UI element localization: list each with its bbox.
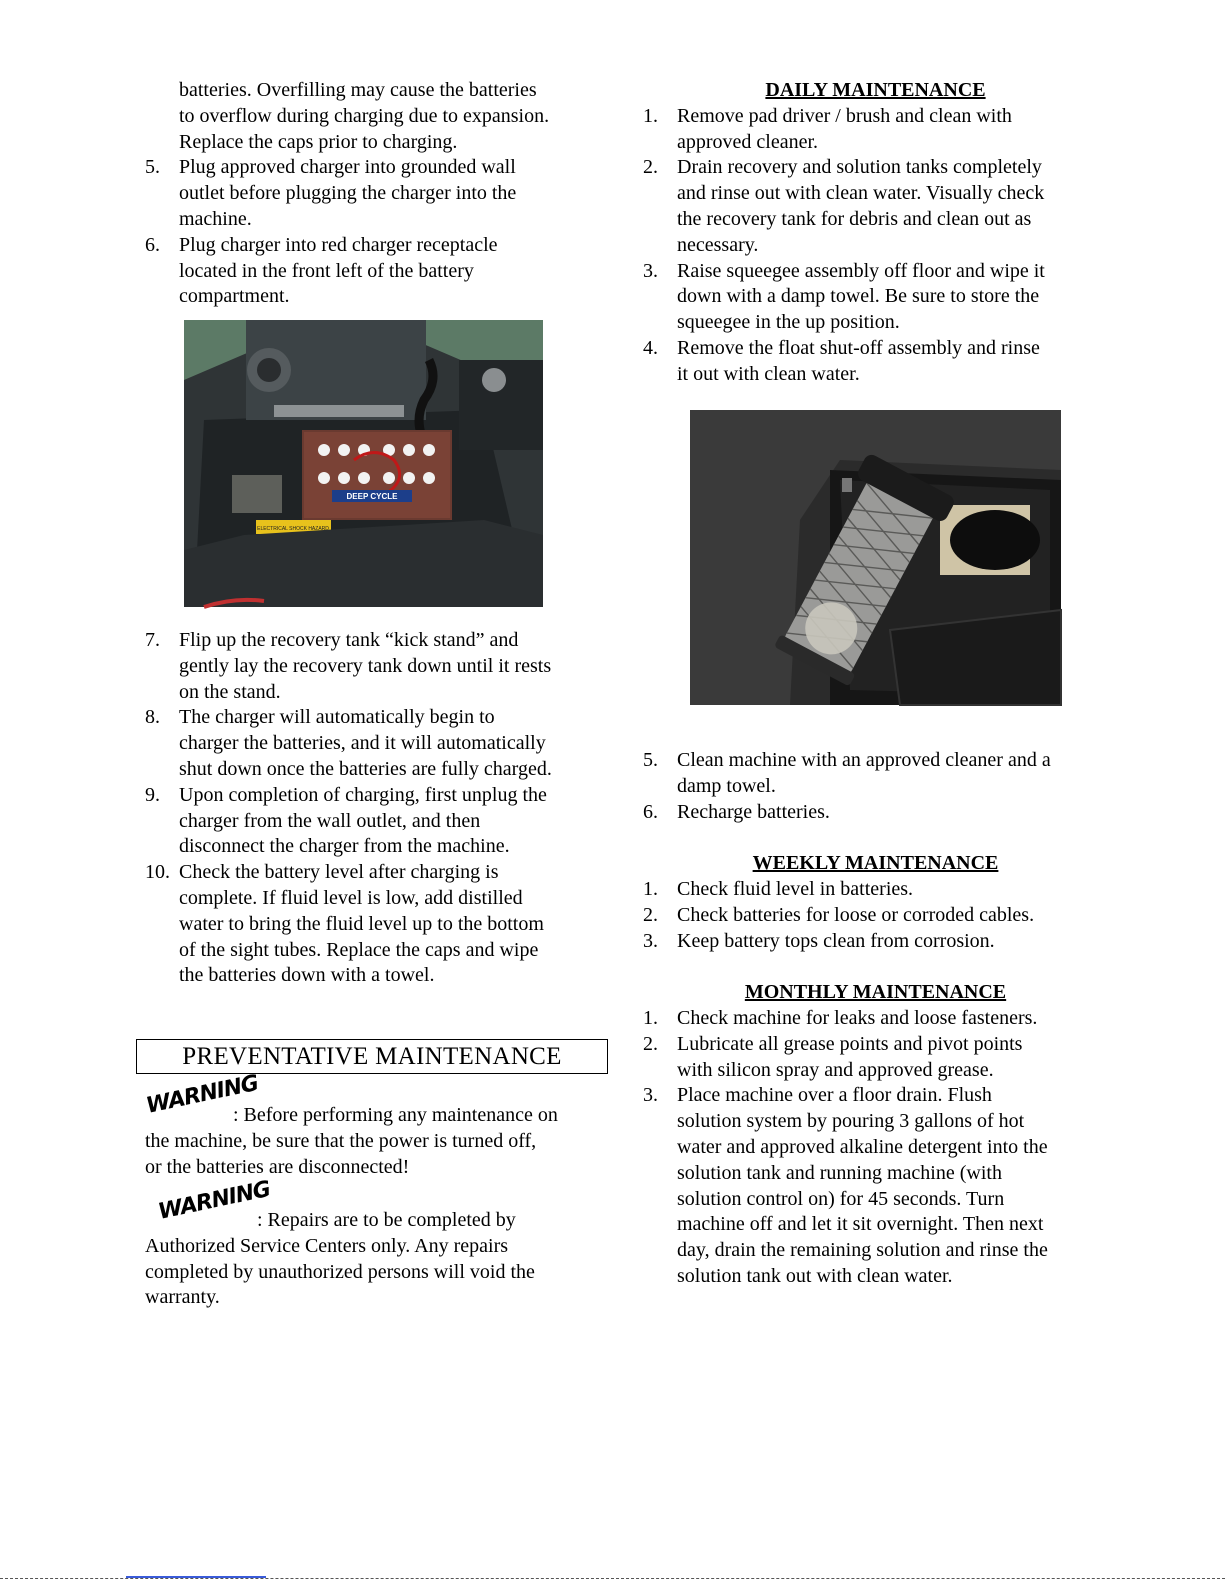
text-line: the batteries down with a towel. (179, 964, 435, 987)
text-line: on the stand. (179, 680, 281, 703)
weekly-maintenance-heading: WEEKLY MAINTENANCE (752, 852, 999, 875)
text-line: Check fluid level in batteries. (677, 877, 914, 900)
text-line: necessary. (677, 233, 759, 256)
text-line: machine. (179, 207, 252, 230)
warning-text-1 (145, 1103, 607, 1180)
left-column-lower (145, 628, 605, 989)
step-number: 6. (643, 800, 658, 823)
text-line: compartment. (179, 285, 290, 308)
daily-step-5 (643, 748, 1108, 800)
step-number: 3. (643, 1084, 658, 1107)
battery-compartment-photo (184, 320, 543, 607)
text-line: Plug approved charger into grounded wall (179, 156, 516, 179)
text-line: to overflow during charging due to expansion. (179, 104, 550, 127)
text-line: warranty. (145, 1286, 220, 1309)
monthly-step-2 (643, 1032, 1108, 1084)
text-line: solution tank out with clean water. (677, 1264, 953, 1287)
daily-step-6 (643, 800, 1108, 826)
warning-word: WARNING (144, 1070, 261, 1119)
text-line: Remove the float shut-off assembly and rinse (677, 336, 1040, 359)
weekly-step-3 (643, 929, 1108, 955)
right-column (643, 78, 1108, 388)
text-line: gently lay the recovery tank down until it rests (179, 654, 552, 677)
text-line: : Before performing any maintenance on (233, 1104, 558, 1126)
text-line: with silicon spray and approved grease. (677, 1058, 994, 1081)
step-number: 1. (643, 1006, 658, 1029)
text-line: solution system by pouring 3 gallons of hot (677, 1110, 1025, 1133)
battery-brand-label: DEEP CYCLE (346, 492, 398, 501)
text-line: Place machine over a floor drain. Flush (677, 1084, 992, 1107)
monthly-maintenance-heading: MONTHLY MAINTENANCE (744, 981, 1007, 1004)
text-line: complete. If fluid level is low, add distilled (179, 886, 523, 909)
text-line: completed by unauthorized persons will void the (145, 1260, 535, 1283)
float-shutoff-illustration (690, 410, 1061, 705)
text-line: disconnect the charger from the machine. (179, 835, 510, 858)
step-number: 8. (145, 706, 160, 729)
text-line: Remove pad driver / brush and clean with (677, 104, 1012, 127)
step-number: 4. (643, 336, 658, 359)
text-line: Plug charger into red charger receptacle (179, 233, 498, 256)
text-line: Authorized Service Centers only. Any repairs (145, 1234, 509, 1257)
text-line: charger from the wall outlet, and then (179, 809, 481, 832)
daily-step-3 (643, 259, 1108, 336)
step-item-7 (145, 628, 605, 705)
text-line: solution tank and running machine (with (677, 1161, 1002, 1184)
step-item-8 (145, 705, 605, 782)
text-line: Lubricate all grease points and pivot points (677, 1032, 1023, 1055)
right-column-lower (643, 748, 1108, 1290)
left-column (145, 78, 605, 310)
footer-link-underline (126, 1576, 266, 1578)
text-line: damp towel. (677, 774, 776, 797)
text-line: Check machine for leaks and loose fasteners. (677, 1006, 1038, 1029)
step-number: 2. (643, 1032, 658, 1055)
step-number: 10. (145, 861, 170, 884)
step-number: 2. (643, 903, 658, 926)
text-line: machine off and let it sit overnight. Then next (677, 1213, 1044, 1236)
text-line: Drain recovery and solution tanks completely (677, 156, 1042, 179)
text-line: The charger will automatically begin to (179, 706, 495, 729)
step-item-5 (145, 155, 605, 232)
text-line: squeegee in the up position. (677, 311, 900, 334)
section-title-preventative-maintenance: PREVENTATIVE MAINTENANCE (136, 1039, 608, 1074)
step-number: 3. (643, 929, 658, 952)
text-line: solution control on) for 45 seconds. Turn (677, 1187, 1005, 1210)
text-line: outlet before plugging the charger into the (179, 182, 517, 205)
step-number: 5. (145, 156, 160, 179)
text-line: Upon completion of charging, first unplug the (179, 783, 547, 806)
text-line: the machine, be sure that the power is turned off, (145, 1129, 537, 1152)
text-line: : Repairs are to be completed by (257, 1209, 516, 1231)
monthly-step-1 (643, 1006, 1108, 1032)
float-shutoff-photo (690, 410, 1061, 705)
weekly-step-1 (643, 877, 1108, 903)
text-line: water and approved alkaline detergent into the (677, 1135, 1048, 1158)
warning-text-2 (145, 1208, 607, 1311)
text-line: Recharge batteries. (677, 800, 830, 823)
caution-sticker: ELECTRICAL SHOCK HAZARD (257, 526, 329, 532)
text-line: Clean machine with an approved cleaner and a (677, 749, 1051, 771)
text-line: or the batteries are disconnected! (145, 1155, 410, 1178)
text-line: charger the batteries, and it will automatically (179, 732, 546, 755)
text-line: day, drain the remaining solution and rinse the (677, 1239, 1048, 1262)
step-number: 9. (145, 783, 160, 806)
daily-maintenance-heading: DAILY MAINTENANCE (765, 79, 986, 101)
step-number: 1. (643, 877, 658, 900)
step-item-9 (145, 783, 605, 860)
text-line: Check batteries for loose or corroded cables. (677, 903, 1035, 926)
warning-word: WARNING (156, 1176, 273, 1225)
monthly-step-3 (643, 1083, 1108, 1289)
text-line: Raise squeegee assembly off floor and wipe it (677, 259, 1045, 282)
step-number: 1. (643, 104, 658, 127)
text-line: approved cleaner. (677, 130, 819, 153)
step-number: 7. (145, 629, 160, 651)
text-line: down with a damp towel. Be sure to store the (677, 285, 1040, 308)
text-line: of the sight tubes. Replace the caps and wipe (179, 938, 539, 961)
battery-compartment-illustration (184, 320, 543, 607)
text-line: located in the front left of the battery (179, 259, 474, 282)
step-number: 3. (643, 259, 658, 282)
continuation-text (145, 78, 605, 155)
text-line: Check the battery level after charging is (179, 861, 499, 884)
step-item-10 (145, 860, 605, 989)
step-item-6 (145, 233, 605, 310)
text-line: and rinse out with clean water. Visually check (677, 182, 1045, 205)
text-line: the recovery tank for debris and clean out as (677, 207, 1032, 230)
text-line: water to bring the fluid level up to the bottom (179, 912, 544, 935)
page-bottom-dashed-line (0, 1578, 1225, 1579)
step-number: 5. (643, 749, 658, 771)
daily-step-2 (643, 155, 1108, 258)
step-number: 6. (145, 233, 160, 256)
text-line: Keep battery tops clean from corrosion. (677, 929, 995, 952)
text-line: it out with clean water. (677, 362, 860, 385)
text-line: shut down once the batteries are fully charged. (179, 757, 552, 780)
daily-step-4 (643, 336, 1108, 388)
text-line: Replace the caps prior to charging. (179, 130, 458, 153)
daily-step-1 (643, 104, 1108, 156)
text-line: batteries. Overfilling may cause the batteries (179, 79, 537, 101)
text-line: Flip up the recovery tank “kick stand” and (179, 629, 519, 651)
step-number: 2. (643, 156, 658, 179)
weekly-step-2 (643, 903, 1108, 929)
